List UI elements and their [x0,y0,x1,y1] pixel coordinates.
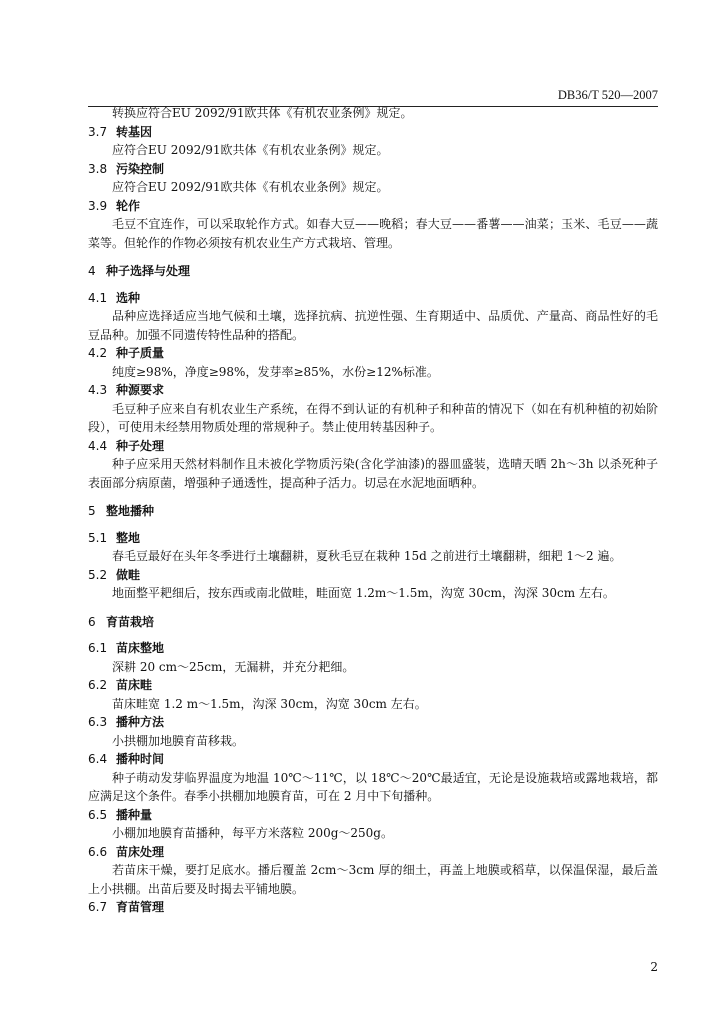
body-paragraph: 转换应符合EU 2092/91欧共体《有机农业条例》规定。 [112,106,413,120]
heading-number: 4 [88,264,96,278]
heading-number: 4.4 [88,438,108,453]
heading-title: 轮作 [116,198,141,213]
heading-title: 整地播种 [106,504,155,518]
clause-heading [88,529,658,548]
clause-heading [88,381,658,400]
body-paragraph: 若苗床干燥，要打足底水。播后覆盖 2cm～3cm 厚的细土，再盖上地膜或稻草，以保温保湿，最后盖上小拱棚。出苗后要及时揭去平铺地膜。 [88,863,658,896]
clause-heading [88,437,658,456]
document-body [88,104,658,917]
body-paragraph: 小棚加地膜育苗播种，每平方米落粒 200g～250g。 [112,826,393,840]
clause-heading [88,639,658,658]
heading-title: 种子处理 [116,438,165,453]
heading-number: 4.3 [88,383,108,397]
body-paragraph: 种子应采用天然材料制作且未被化学物质污染(含化学油漆)的器皿盛装，选晴天晒 2h～3h 以杀死种子表面部分病原菌，增强种子通透性，提高种子活力。切忌在水泥地面晒种。 [88,457,658,490]
body-paragraph: 纯度≥98%，净度≥98%，发芽率≥85%，水份≥12%标准。 [112,364,439,379]
heading-number: 6.3 [88,715,108,729]
heading-number: 4.1 [88,290,108,305]
heading-number: 5 [88,504,96,518]
heading-title: 苗床整地 [116,641,165,655]
chapter-heading [88,613,658,632]
heading-number: 4.2 [88,346,108,360]
heading-title: 污染控制 [116,161,165,176]
chapter-heading [88,502,658,521]
heading-number: 5.2 [88,567,108,582]
heading-title: 种子选择与处理 [106,264,191,278]
page-number: 2 [650,960,658,974]
clause-heading [88,566,658,585]
heading-title: 做畦 [116,567,141,582]
heading-number: 6.7 [88,900,108,914]
clause-heading [88,713,658,732]
heading-number: 3.7 [88,124,108,139]
body-paragraph: 地面整平耙细后，按东西或南北做畦，畦面宽 1.2m～1.5m，沟宽 30cm，沟深 30cm 左右。 [112,586,615,600]
heading-title: 育苗栽培 [106,614,155,629]
body-paragraph: 毛豆不宜连作，可以采取轮作方式。如春大豆——晚稻；春大豆——番薯——油菜；玉米、毛豆——蔬菜等。但轮作的作物必须按有机农业生产方式栽培、管理。 [88,217,658,250]
body-paragraph: 小拱棚加地膜育苗移栽。 [112,733,245,748]
clause-heading [88,843,658,862]
clause-heading [88,898,658,917]
clause-heading [88,197,658,216]
heading-number: 3.8 [88,161,108,176]
heading-title: 种子质量 [116,346,165,360]
heading-number: 6 [88,614,96,629]
heading-title: 转基因 [116,124,153,139]
clause-heading [88,160,658,179]
clause-heading [88,289,658,308]
heading-title: 苗床处理 [116,844,165,859]
heading-number: 6.4 [88,752,108,766]
heading-title: 苗床畦 [116,678,153,692]
heading-number: 6.1 [88,641,108,655]
heading-title: 育苗管理 [116,900,165,914]
heading-title: 播种量 [116,807,153,822]
heading-title: 播种时间 [116,752,165,766]
heading-title: 选种 [116,290,141,305]
body-paragraph: 苗床畦宽 1.2 m～1.5m，沟深 30cm，沟宽 30cm 左右。 [112,696,427,711]
body-paragraph: 毛豆种子应来自有机农业生产系统，在得不到认证的有机种子和种苗的情况下（如在有机种植的初始阶段），可使用未经禁用物质处理的常规种子。禁止使用转基因种子。 [88,401,658,434]
body-paragraph: 应符合EU 2092/91欧共体《有机农业条例》规定。 [112,143,389,157]
body-paragraph: 种子萌动发芽临界温度为地温 10℃～11℃，以 18℃～20℃最适宜，无论是设施栽培或露地栽培，都应满足这个条件。春季小拱棚加地膜育苗，可在 2 月中下旬播种。 [88,770,658,803]
heading-title: 种源要求 [116,383,165,397]
body-paragraph: 品种应选择适应当地气候和土壤，选择抗病、抗逆性强、生育期适中、品质优、产量高、商品性好的毛豆品种。加强不同遗传特性品种的搭配。 [88,309,658,342]
body-paragraph: 深耕 20 cm～25cm，无漏耕，并充分耙细。 [112,659,355,674]
clause-heading [88,123,658,142]
clause-heading [88,750,658,769]
heading-title: 播种方法 [116,715,165,729]
body-paragraph: 应符合EU 2092/91欧共体《有机农业条例》规定。 [112,180,389,194]
heading-number: 5.1 [88,530,108,545]
heading-title: 整地 [116,530,141,545]
clause-heading [88,806,658,825]
standard-code: DB36/T 520—2007 [557,88,658,102]
heading-number: 6.2 [88,678,108,692]
heading-number: 3.9 [88,198,108,213]
heading-number: 6.5 [88,807,108,822]
body-paragraph: 春毛豆最好在头年冬季进行土壤翻耕，夏秋毛豆在栽种 15d 之前进行土壤翻耕，细耙 1～2 遍。 [112,549,622,563]
clause-heading [88,344,658,363]
clause-heading [88,676,658,695]
heading-number: 6.6 [88,844,108,859]
chapter-heading [88,262,658,281]
